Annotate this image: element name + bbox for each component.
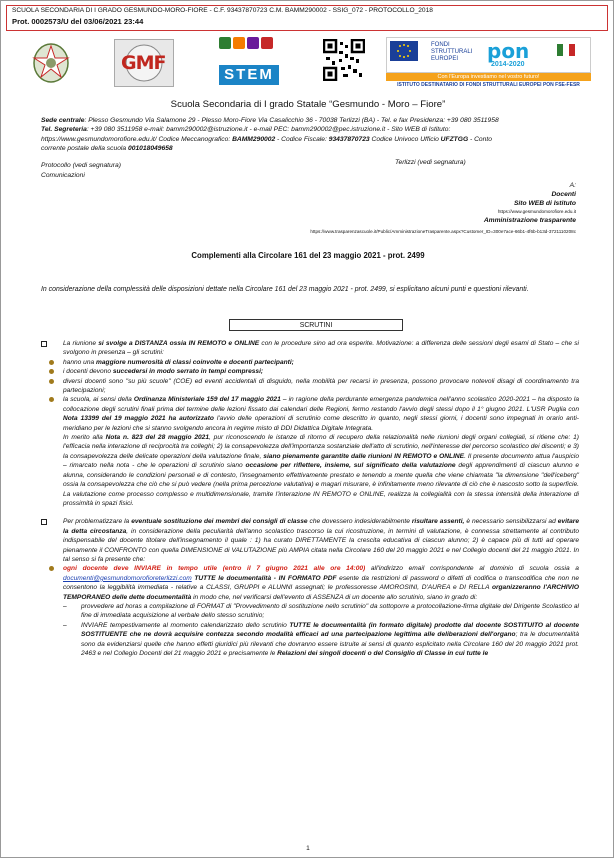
info-site-label: - Sito WEB di Istituto: xyxy=(385,126,451,134)
school-gmf-logo xyxy=(114,39,174,87)
text-span: i docenti devono xyxy=(63,368,113,376)
pon-fondi-label: FONDI STRUTTURALI EUROPEI xyxy=(431,42,473,62)
text-span: diversi docenti sono "su più scuole" (COE) ed eventi accidentali di disguido, nella mobilità per recarsi in presenza, possono provocare notevoli disagi di coordinamento tra partecipazioni; xyxy=(63,377,579,395)
list-item xyxy=(41,564,579,602)
bullet-dot-icon xyxy=(49,397,54,402)
text-span-bold: organizzeranno l'ARCHIVIO TEMPORANEO delle dette documentalità xyxy=(63,584,579,601)
stem-logo-text: STEM xyxy=(219,65,279,85)
paragraph-substitution xyxy=(41,517,579,564)
text-span-bold: Nota 13399 del 19 maggio 2021 ha autorizzato xyxy=(63,415,214,423)
text-span-bold: Ordinanza Ministeriale 159 del 17 maggio 2021 xyxy=(133,396,281,404)
dash-bullet: – xyxy=(63,602,67,610)
list-item xyxy=(41,621,579,659)
text-span: , pur riconoscendo le istanze di ritorno di recupero della relazionalità nelle riunioni degli organi collegiali, si ritiene che: 1) l'efficacia nella interazione di reciprocità tra colleghi; 2) la consapevolezza dell'importanza sostanziale dell'atto di scrutinio, nell'interesse del percorso scolastico dei discenti; e 3) la consapevolezza delle delicate operazioni della valutazione finale, xyxy=(63,434,579,460)
text-span-bold: occasione per riflettere, insieme, sul significato della valutazione xyxy=(245,462,456,470)
protocol-stamp xyxy=(6,5,608,31)
info-mecc-label: Codice Meccanografico: xyxy=(156,135,233,143)
pon-years: 2014-2020 xyxy=(491,61,525,68)
pon-recipient-note: ISTITUTO DESTINATARIO DI FONDI STRUTTURALI EUROPEI PON FSE-FESR xyxy=(397,82,580,88)
qr-code-icon xyxy=(323,39,365,81)
bullet-dot-icon xyxy=(49,566,54,571)
info-sede-text: : Plesso Gesmundo Via Salamone 29 - Plesso Moro-Fiore Via Casalicchio 36 - 70038 Terlizzi (BA) - Tel. e fax Presidenza: +39 080 3511958 xyxy=(84,117,499,124)
list-item xyxy=(41,395,579,433)
checkbox-bullet-icon xyxy=(41,519,47,525)
text-span: . Il presente documento attua l'auspicio – rimarcato nella nota - che le operazioni di scrutinio siano xyxy=(63,452,580,470)
pon-slogan: Con l'Europa investiamo nel vostro futuro! xyxy=(386,73,591,81)
list-item xyxy=(41,377,579,396)
gmf-logo-text: GMF xyxy=(121,52,166,74)
text-span-bold: maggiore numerosità di classi coinvolte e docenti partecipanti; xyxy=(96,358,294,366)
text-span: all'indirizzo email corrispondente al dominio di scuola ossia a xyxy=(365,565,579,573)
text-span: degli apprendimenti di ciascun alunno e alunna, considerando le condizioni personali e di contesto, l'insegnamento effettivamente prestato e tenendo a mente quella che viene chiamata "la dimensione "dell'iceberg" ossia la consapevolezza che ciò che si può vedere (nella prima percezione valutativa) e magari misurare, è infinitamente meno rilevante di ciò che è nascosto sotto la superficie. La valutazione come processo complesso e multidimensionale, tramite l'interazione IN REMOTO e ONLINE, realizza la collegialità con la stessa intensità della interazione di prossimità in spazi fisici. xyxy=(63,462,580,507)
text-span: In merito alla xyxy=(63,434,106,442)
italian-republic-emblem-icon xyxy=(31,37,71,87)
place-date: Terlizzi (vedi segnatura) xyxy=(395,159,466,166)
text-span: , in considerazione della peculiarità dell'anno scolastico trascorso la cui ricostruzione, in termini di valutazione, è connessa strettamente al contributo indispensabile del docente titolare dell'insegnamento il quale : 1) ha curato DIRETTAMENTE la crescita educativa di ciascun alunno; 2) è capace più di tutti ad operare pienamente il CONFRONTO con quella DIMENSIONE di VALUTAZIONE più AMPIA citata nella Circolare 160 del 20 maggio 2021 e nel Collegio docenti del 21 maggio 2021. In tal senso si fa presente che: xyxy=(63,527,579,563)
addressee-sito: Sito WEB di Istituto xyxy=(513,199,576,207)
text-span-bold: risultare assenti, xyxy=(411,518,465,526)
addressee-site-url[interactable]: https://www.gesmundomorofiore.edu.it xyxy=(497,209,576,215)
italian-flag-icon xyxy=(557,44,575,56)
text-span: – in ragione della perdurante emergenza pandemica nell'anno scolastico 2020-2021 – ha disposto la collocazione degli scrutini finali prima del termine delle lezioni fissato dai calendari delle Regioni, fermo restando l'avvio degli stessi dopo il 1° giugno 2021. L'USR Puglia con xyxy=(63,396,579,413)
text-span: in modo che, nel verificarsi dell'evento di ASSENZA di un docente allo scrutinio, siano in grado di: xyxy=(191,593,478,601)
text-span-bold: TUTTE le documentalità - IN FORMATO PDF xyxy=(191,574,337,582)
text-span-bold: evitare la detta circostanza xyxy=(63,518,579,535)
text-span: con le procedure sino ad ora esperite. Motivazione: a differenza delle sessioni degli esami di Stato – che si svolgono in presenza – gli scrutini: xyxy=(63,340,579,357)
text-span-bold: Nota n. 823 del 28 maggio 2021 xyxy=(105,434,209,442)
text-span: hanno una xyxy=(63,358,97,366)
protocol-reference xyxy=(41,161,121,180)
text-span: INVIARE tempestivamente al momento calendarizzato dello scrutinio xyxy=(81,621,290,629)
documenti-email-link[interactable]: documenti@gesmundomorofioreterlizzi.com xyxy=(63,574,192,582)
text-span-bold: succedersi in modo serrato in tempi compressi; xyxy=(112,368,264,376)
pon-word: pon xyxy=(487,39,530,63)
eu-flag-icon xyxy=(390,41,418,61)
list-item xyxy=(41,358,579,367)
text-span-bold: TUTTE le documentalità (in formato digitale) prodotte dal docente SOSTITUITO al docente SOSTITUENTE che ne dovrà acquisire contezza secondo modalità efficaci ad una partecipazione legittima alle deliberazioni dell'organo xyxy=(81,621,579,639)
text-span-bold: si svolge a DISTANZA ossia IN REMOTO e ONLINE xyxy=(98,340,260,347)
school-contact-info xyxy=(41,116,593,153)
bullet-dot-icon xyxy=(49,369,54,374)
text-span: è necessario sensibilizzarsi ad xyxy=(464,518,558,526)
protocol-signature-note: Protocollo (vedi segnatura) xyxy=(41,162,121,169)
text-span-bold: siano pienamente garantite dalle riunioni IN REMOTO e ONLINE xyxy=(263,452,465,460)
text-span: l'avvio delle operazioni di scrutinio come descritto in quanto, negli stessi giorni, i docenti sono impegnati in orario anti-meridiano per le lezioni che si stanno svolgendo ancora in regime misto di DDI Didattica Digitale Integrata. xyxy=(63,415,579,432)
info-cf-label: - Codice Fiscale: xyxy=(275,135,329,143)
bullet-dot-icon xyxy=(49,360,54,365)
text-span-red: ogni docente deve INVIARE in tempo utile (entro il 7 giugno 2021 alle ore 14:00) xyxy=(63,565,366,573)
intro-paragraph: In considerazione della complessità delle disposizioni dettate nella Circolare 161 del 23 maggio 2021 - prot. 2499, si esplicitano alcuni punti e questioni rilevanti. xyxy=(41,286,529,293)
pon-fse-logo-banner xyxy=(386,37,591,87)
text-span: esente da restrizioni di password o difetti di codifica o transcodifica che non ne consentono la leggibilità immediata - relative a CLASSI, GRUPPI e ALUNNI assegnati; le professoresse AMOROSINI, D'AUREA e DI RELLA xyxy=(63,574,579,592)
protocol-header-line: SCUOLA SECONDARIA DI I GRADO GESMUNDO-MORO-FIORE - C.F. 93437870723 C.M. BAMM290002 - SSIG_072 - PROTOCOLLO_2018 xyxy=(12,7,433,14)
info-postal-label: corrente postale della scuola xyxy=(41,144,128,152)
text-span: ; tra le documentalità sono da evidenziarsi quelle che hanno effetti giuridici più rilevanti che dovranno essere istruite ai sensi di quanto esplicitato nella Circolare 160 del 20 maggio 2021 prot. 2463 e nel Collegio Docenti del 21 maggio 2021 e precisamente le xyxy=(81,631,579,657)
checkbox-bullet-icon xyxy=(41,341,47,347)
pec-link[interactable]: bamm290002@pec.istruzione.it xyxy=(291,126,386,134)
info-cuu-code: UFZTGG xyxy=(440,135,469,143)
text-span-bold: Relazioni dei singoli docenti o del Consiglio di Classe in cui tutte le xyxy=(277,650,489,657)
info-cf-code: 93437870723 xyxy=(328,135,370,143)
info-cuu-label: Codice Univoco Ufficio xyxy=(369,135,441,143)
text-span: Per problematizzare la xyxy=(63,518,132,526)
info-postal-code: 001018049658 xyxy=(128,144,173,152)
text-span: la scuola, ai sensi della xyxy=(63,396,134,404)
bullet-dot-icon xyxy=(49,379,54,384)
info-tel-text: : +39 080 3511958 e-mail: xyxy=(86,126,167,134)
letterhead-logos xyxy=(31,37,591,93)
email-link[interactable]: bamm290002@istruzione.it xyxy=(166,126,248,134)
info-mecc-code: BAMM290002 xyxy=(232,135,276,143)
info-label-tel: Tel. Segreteria xyxy=(41,126,87,134)
school-title: Scuola Secondaria di I grado Statale “Gesmundo - Moro – Fiore” xyxy=(170,99,446,110)
protocol-number: Prot. 0002573/U del 03/06/2021 23:44 xyxy=(12,17,144,26)
paragraph-remote-meeting xyxy=(41,339,579,358)
paragraph-nota-823 xyxy=(41,433,579,508)
trasparenza-url[interactable]: https://www.trasparenzascuole.it/Public/AmministrazioneTrasparente.aspx?Customer_ID=300e7ace-66b1-4f6b-b13d-3721110208c xyxy=(310,229,576,234)
document-type: Comunicazioni xyxy=(41,171,85,179)
site-link[interactable]: https://www.gesmundomorofiore.edu.it/ xyxy=(41,135,157,143)
document-body xyxy=(41,339,579,658)
text-span: La riunione xyxy=(63,340,99,347)
addressees xyxy=(484,182,576,226)
text-span: che dovessero indesiderabilmente xyxy=(307,518,412,526)
document-subject: Complementi alla Circolare 161 del 23 maggio 2021 - prot. 2499 xyxy=(191,251,425,260)
addressee-a: A: xyxy=(569,182,576,189)
info-label-sede: Sede centrale xyxy=(41,117,85,124)
text-span-bold: eventuale sostituzione dei membri dei consigli di classe xyxy=(131,518,308,526)
info-conto-label: - Conto xyxy=(468,135,492,143)
addressee-docenti: Docenti xyxy=(551,190,576,198)
info-pec-label: - e-mail PEC: xyxy=(247,126,292,134)
stem-logo xyxy=(219,37,279,85)
page-number: 1 xyxy=(306,845,310,852)
addressee-amm: Amministrazione trasparente xyxy=(483,217,576,225)
list-item xyxy=(41,367,579,376)
text-span: provvedere ad horas a compilazione di FORMAT di "Provvedimento di sostituzione nello scrutinio" da sottoporre a protocollazione-firma digitale del Dirigente Scolastico al fine di immediata acquisizione al verbale dello stesso scrutinio; xyxy=(81,602,579,620)
section-heading-scrutini: SCRUTINI xyxy=(229,319,403,331)
list-item xyxy=(41,602,579,621)
dash-bullet: – xyxy=(63,621,67,629)
